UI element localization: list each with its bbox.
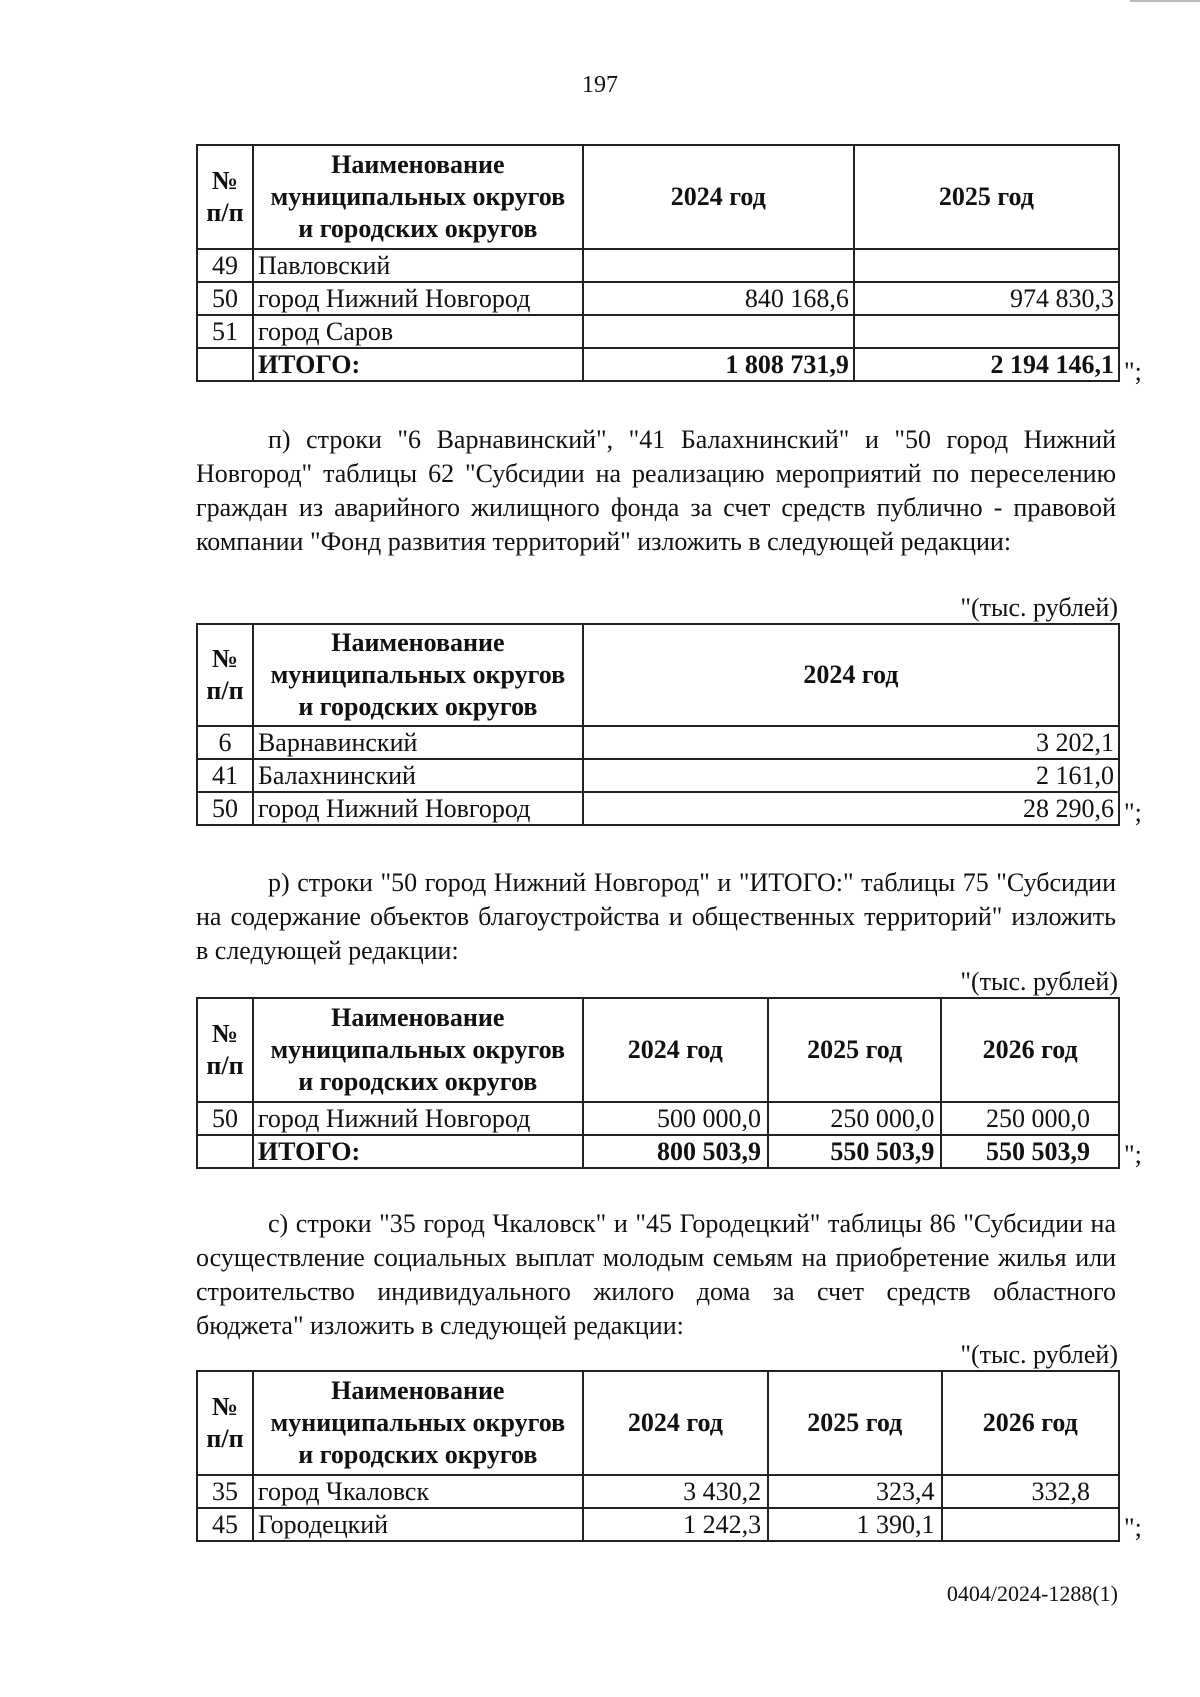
table-header-row	[197, 624, 1119, 726]
value-2025: 250 000,0	[768, 1102, 941, 1135]
total-row	[197, 348, 1119, 381]
header-year-2024: 2024 год	[583, 145, 854, 249]
header-year-2026: 2026 год	[941, 998, 1119, 1102]
total-label: ИТОГО:	[253, 348, 583, 381]
total-2025: 550 503,9	[768, 1135, 941, 1168]
row-number: 50	[197, 1102, 253, 1135]
row-number: 50	[197, 792, 253, 825]
row-number: 49	[197, 249, 253, 282]
paragraph-p: п) строки "6 Варнавинский", "41 Балахнинский" и "50 город Нижний Новгород" таблицы 62 "Субсидии на реализацию мероприятий по переселению граждан из аварийного жилищного фонда за счет средств публично - правовой компании "Фонд развития территорий" изложить в следующей редакции:	[196, 425, 1116, 556]
table-row	[197, 792, 1119, 825]
value-2024	[583, 315, 854, 348]
total-2024: 1 808 731,9	[583, 348, 854, 381]
total-row	[197, 1135, 1119, 1168]
row-name: город Саров	[253, 315, 583, 348]
table-header-row	[197, 145, 1119, 249]
row-name: Павловский	[253, 249, 583, 282]
header-year-2024: 2024 год	[583, 998, 768, 1102]
total-2024: 800 503,9	[583, 1135, 768, 1168]
closing-quote: ";	[1124, 357, 1142, 386]
table-row	[197, 315, 1119, 348]
table-row	[197, 249, 1119, 282]
unit-label: "(тыс. рублей)	[960, 593, 1118, 622]
value-2026: 250 000,0	[941, 1102, 1119, 1135]
unit-label: "(тыс. рублей)	[960, 1340, 1118, 1369]
row-name: город Чкаловск	[253, 1475, 583, 1508]
table-3	[196, 997, 1120, 1169]
empty-cell	[197, 1135, 253, 1168]
value-2026	[942, 1508, 1119, 1541]
row-name: Варнавинский	[253, 726, 583, 759]
top-edge-line	[1130, 0, 1200, 2]
value-2025: 1 390,1	[768, 1508, 941, 1541]
closing-quote: ";	[1124, 1140, 1142, 1169]
value-2024: 1 242,3	[583, 1508, 768, 1541]
row-name: город Нижний Новгород	[253, 282, 583, 315]
value-2024	[583, 249, 854, 282]
document-code: 0404/2024-1288(1)	[946, 1581, 1118, 1606]
value-2024: 840 168,6	[583, 282, 854, 315]
value-2025: 323,4	[768, 1475, 941, 1508]
header-year-2025: 2025 год	[854, 145, 1119, 249]
value-2024: 2 161,0	[583, 759, 1119, 792]
header-year-2024: 2024 год	[583, 1371, 768, 1475]
header-name: Наименование муниципальных округов и городских округов	[253, 998, 583, 1102]
row-number: 45	[197, 1508, 253, 1541]
paragraph-r: р) строки "50 город Нижний Новгород" и "ИТОГО:" таблицы 75 "Субсидии на содержание объектов благоустройства и общественных территорий" изложить в следующей редакции:	[196, 868, 1116, 965]
header-num: № п/п	[197, 998, 253, 1102]
row-number: 6	[197, 726, 253, 759]
header-name: Наименование муниципальных округов и городских округов	[253, 145, 583, 249]
row-name: Балахнинский	[253, 759, 583, 792]
header-num: № п/п	[197, 145, 253, 249]
table-header-row	[197, 1371, 1119, 1475]
closing-quote: ";	[1124, 798, 1142, 827]
header-year-2025: 2025 год	[768, 1371, 941, 1475]
header-name: Наименование муниципальных округов и городских округов	[253, 624, 583, 726]
value-2024: 3 202,1	[583, 726, 1119, 759]
row-name: город Нижний Новгород	[253, 792, 583, 825]
table-header-row	[197, 998, 1119, 1102]
table-1	[196, 144, 1120, 382]
table-row	[197, 282, 1119, 315]
value-2025	[854, 249, 1119, 282]
total-2026: 550 503,9	[941, 1135, 1119, 1168]
page-number: 197	[582, 72, 618, 98]
header-name: Наименование муниципальных округов и городских округов	[253, 1371, 583, 1475]
value-2026: 332,8	[942, 1475, 1119, 1508]
row-name: город Нижний Новгород	[253, 1102, 583, 1135]
row-number: 51	[197, 315, 253, 348]
table-row	[197, 1102, 1119, 1135]
row-number: 50	[197, 282, 253, 315]
total-2025: 2 194 146,1	[854, 348, 1119, 381]
header-num: № п/п	[197, 1371, 253, 1475]
value-2024: 3 430,2	[583, 1475, 768, 1508]
total-label: ИТОГО:	[253, 1135, 583, 1168]
row-number: 41	[197, 759, 253, 792]
unit-label: "(тыс. рублей)	[960, 967, 1118, 996]
value-2024: 500 000,0	[583, 1102, 768, 1135]
header-year-2025: 2025 год	[768, 998, 941, 1102]
row-name: Городецкий	[253, 1508, 583, 1541]
header-num: № п/п	[197, 624, 253, 726]
table-row	[197, 726, 1119, 759]
table-2	[196, 623, 1120, 826]
value-2025: 974 830,3	[854, 282, 1119, 315]
paragraph-s: с) строки "35 город Чкаловск" и "45 Городецкий" таблицы 86 "Субсидии на осуществление социальных выплат молодым семьям на приобретение жилья или строительство индивидуального жилого дома за счет средств областного бюджета" изложить в следующей редакции:	[196, 1209, 1116, 1340]
row-number: 35	[197, 1475, 253, 1508]
empty-cell	[197, 348, 253, 381]
table-row	[197, 1475, 1119, 1508]
table-row	[197, 759, 1119, 792]
value-2025	[854, 315, 1119, 348]
header-year-2024: 2024 год	[583, 624, 1119, 726]
value-2024: 28 290,6	[583, 792, 1119, 825]
table-4	[196, 1370, 1120, 1542]
table-row	[197, 1508, 1119, 1541]
closing-quote: ";	[1124, 1513, 1142, 1542]
header-year-2026: 2026 год	[942, 1371, 1119, 1475]
